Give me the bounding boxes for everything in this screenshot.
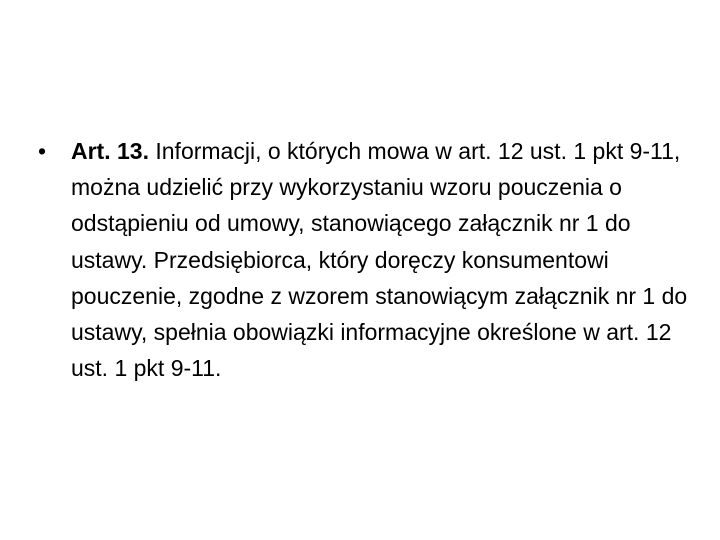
bullet-list <box>38 133 688 386</box>
article-text: Informacji, o których mowa w art. 12 ust. 1 pkt 9-11, można udzielić przy wykorzystaniu wzoru pouczenia o odstąpieniu od umowy, stanowiącego załącznik nr 1 do ustawy. Przedsiębiorca, który doręczy konsumentowi pouczenie, zgodne z wzorem stanowiącym załącznik nr 1 do ustawy, spełnia obowiązki informacyjne określone w art. 12 ust. 1 pkt 9-11. <box>71 138 688 382</box>
bullet-icon: • <box>38 138 47 164</box>
article-label: Art. 13. <box>71 138 149 164</box>
bullet-item-article-13 <box>38 133 688 386</box>
